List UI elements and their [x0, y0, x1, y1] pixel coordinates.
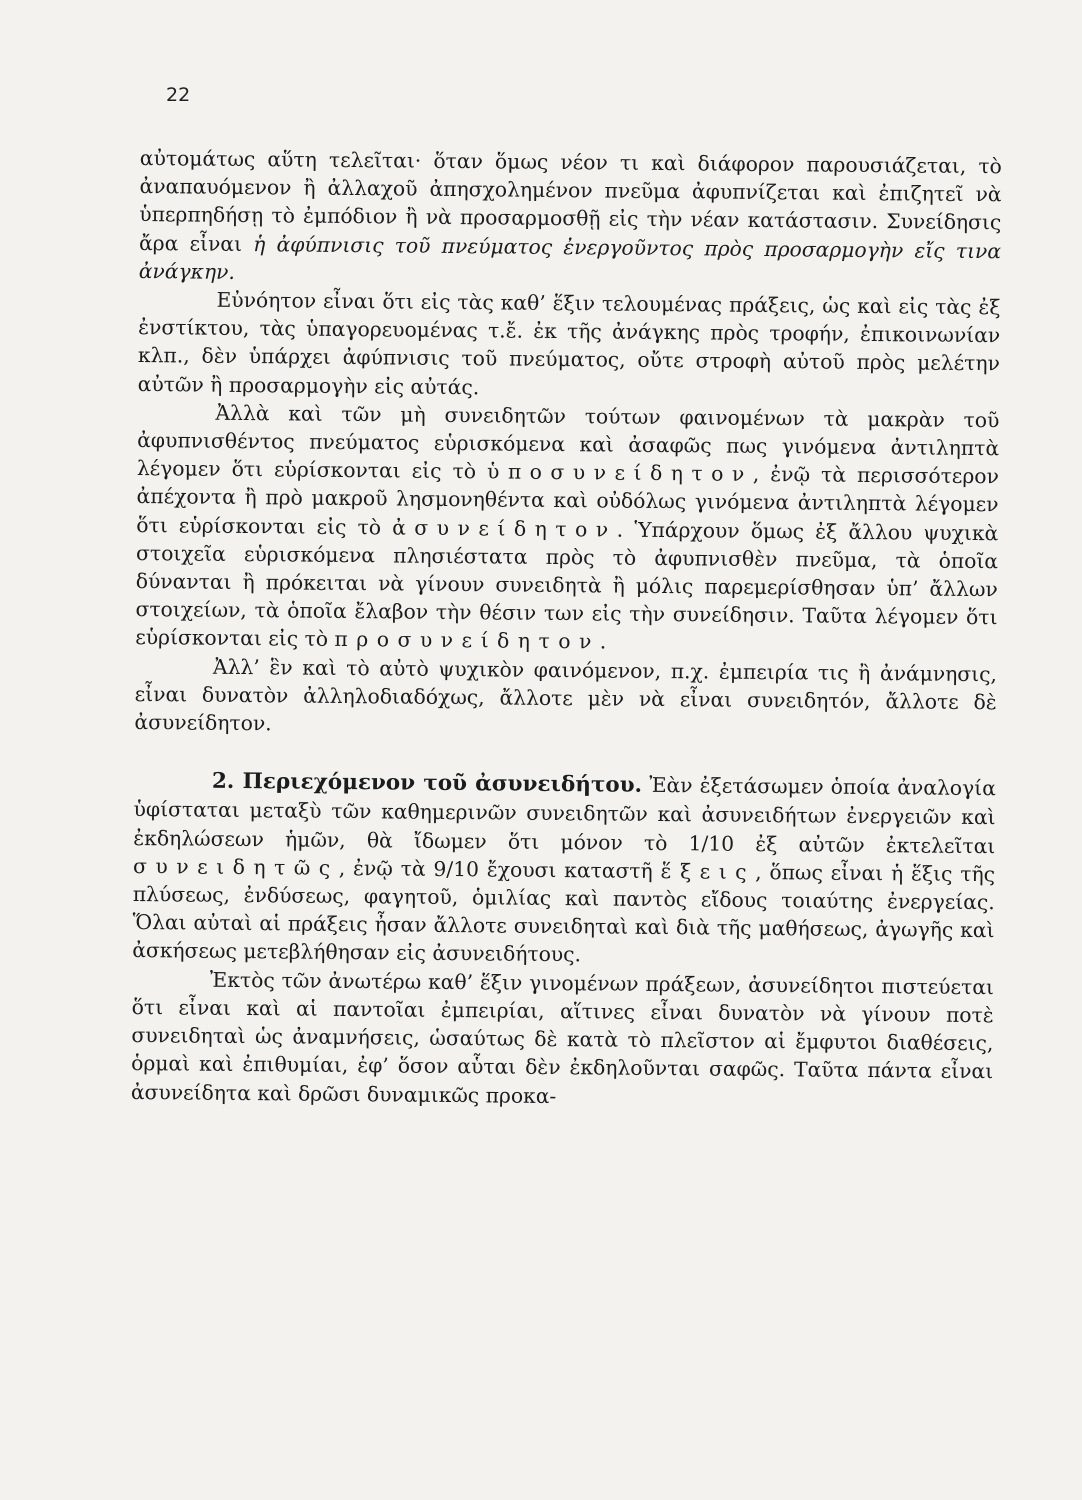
page-body	[131, 144, 1002, 1114]
paragraph-5-text-b: , ἐνῷ τὰ 9/10 ἔχουσι καταστῆ	[338, 855, 661, 883]
paragraph-6: Ἐκτὸς τῶν ἀνωτέρω καθ’ ἕξιν γινομένων πράξεων, ἀσυνείδητοι πιστεύεται ὅτι εἶναι καὶ αἱ παντοῖαι ἐμπειρίαι, αἵτινες εἶναι δυνατὸν νὰ γίνουν ποτὲ συνειδηταὶ ὡς ἀναμνήσεις, ὡσαύτως δὲ κατὰ τὸ πλεῖστον αἱ ἔμφυτοι διαθέσεις, ὁρμαὶ καὶ ἐπιθυμίαι, ἐφ’ ὅσον αὗται δὲν ἐκδηλοῦνται σαφῶς. Ταῦτα πάντα εἶναι ἀσυνείδητα καὶ δρῶσι δυναμικῶς προκα-	[130, 967, 995, 1108]
paragraph-5-text-a: Ἐὰν ἐξετάσωμεν ὁποία ἀναλογία ὑφίσταται μεταξὺ τῶν καθημερινῶν συνειδητῶν καὶ ἀσυνειδήτων ἐνεργειῶν καὶ ἐκδηλώσεων ἡμῶν, θὰ ἴδωμεν ὅτι μόνον τὸ 1/10 ἐξ αὐτῶν ἐκτελεῖται	[133, 773, 996, 858]
paragraph-4: Ἀλλ’ ἓν καὶ τὸ αὐτὸ ψυχικὸν φαινόμενον, π.χ. ἐμπειρία τις ἢ ἀνάμνησις, εἶναι δυνατὸν ἀλληλοδιαδόχως, ἄλλοτε μὲν νὰ εἶναι συνειδητόν, ἄλλοτε δὲ ἀσυνείδητον.	[134, 654, 998, 736]
term-subconscious: ὑποσυνείδητον	[486, 459, 753, 487]
term-preconscious: προσυνείδητον	[334, 627, 600, 654]
paragraph-3-text-b: , ἐνῷ τὰ περισσότερον ἀπέχοντα ἢ πρὸ μακροῦ λησμονηθέντα καὶ οὐδόλως γινόμενα ἀντιληπτὰ λέγομεν ὅτι εὑρίσκονται εἰς τὸ	[136, 462, 999, 540]
term-consciously: συνειδητῶς	[132, 853, 339, 880]
section-heading: 2. Περιεχόμενον τοῦ ἀσυνειδήτου.	[211, 768, 643, 799]
page-number: 22	[166, 84, 191, 106]
paragraph-5	[132, 766, 996, 973]
paragraph-5-text-c: , ὅπως εἶναι ἡ ἕξις τῆς πλύσεως, ἐνδύσεως, φαγητοῦ, ὁμιλίας καὶ παντὸς εἴδους τοιαύτης ἐνεργείας. Ὅλαι αὐταὶ αἱ πράξεις ἦσαν ἄλλοτε συνειδηταὶ καὶ διὰ τῆς μαθήσεως, ἀγωγῆς καὶ ἀσκήσεως μετεβλήθησαν εἰς ἀσυνειδήτους.	[132, 859, 996, 967]
term-unconscious: ἀσυνείδητον	[392, 515, 617, 542]
definition-italic: ἡ ἀφύπνισις τοῦ πνεύματος ἐνεργοῦντος πρὸς προσαρμογὴν εἴς τινα ἀνάγκην.	[138, 231, 1002, 284]
paragraph-3	[135, 398, 999, 660]
paragraph-3-text-a: Ἀλλὰ καὶ τῶν μὴ συνειδητῶν τούτων φαινομένων τὰ μακρὰν τοῦ ἀφυπνισθέντος πνεύματος εὑρισκόμενα καὶ ἀσαφῶς πως γινόμενα ἀντιληπτὰ λέγομεν ὅτι εὑρίσκονται εἰς τὸ	[136, 400, 1000, 484]
paragraph-3-text-d: .	[599, 629, 607, 654]
paragraph-1-text: αὐτομάτως αὕτη τελεῖται· ὅταν ὅμως νέον τι καὶ διάφορον παρουσιάζεται, τὸ ἀναπαυόμενον ἢ ἀλλαχοῦ ἀπησχολημένον πνεῦμα ἀφυπνίζεται καὶ ἐπιζητεῖ νὰ ὑπερπηδήσῃ τὸ ἐμπόδιον ἢ νὰ προσαρμοσθῇ εἰς τὴν νέαν κατάστασιν. Συνείδησις ἄρα εἶναι	[138, 145, 1002, 256]
paragraph-1	[139, 144, 1002, 293]
paragraph-2: Εὐνόητον εἶναι ὅτι εἰς τὰς καθ’ ἕξιν τελουμένας πράξεις, ὡς καὶ εἰς τὰς ἐξ ἐνστίκτου, τὰς ὑπαγορευομένας τ.ἔ. ἐκ τῆς ἀνάγκης πρὸς τροφήν, ἐπικοινωνίαν κλπ., δὲν ὑπάρχει ἀφύπνισις τοῦ πνεύματος, οὔτε στροφὴ αὐτοῦ πρὸς μελέτην αὐτῶν ἢ προσαρμογὴν εἰς αὐτάς.	[137, 287, 1001, 399]
term-habits: ἕξεις	[660, 858, 756, 884]
paragraph-3-text-c: . Ὑπάρχουν ὅμως ἐξ ἄλλου ψυχικὰ στοιχεῖα εὑρισκόμενα πλησιέστατα πρὸς τὸ ἀφυπνισθὲν πνεῦμα, τὰ ὁποῖα δύνανται ἢ πρόκειται νὰ γίνουν συνειδητὰ ἢ μόλις παρεμερίσθησαν ὑπ’ ἄλλων στοιχείων, τὰ ὁποῖα ἔλαβον τὴν θέσιν των εἰς τὴν συνείδησιν. Ταῦτα λέγομεν ὅτι εὑρίσκονται εἰς τὸ	[135, 517, 999, 652]
